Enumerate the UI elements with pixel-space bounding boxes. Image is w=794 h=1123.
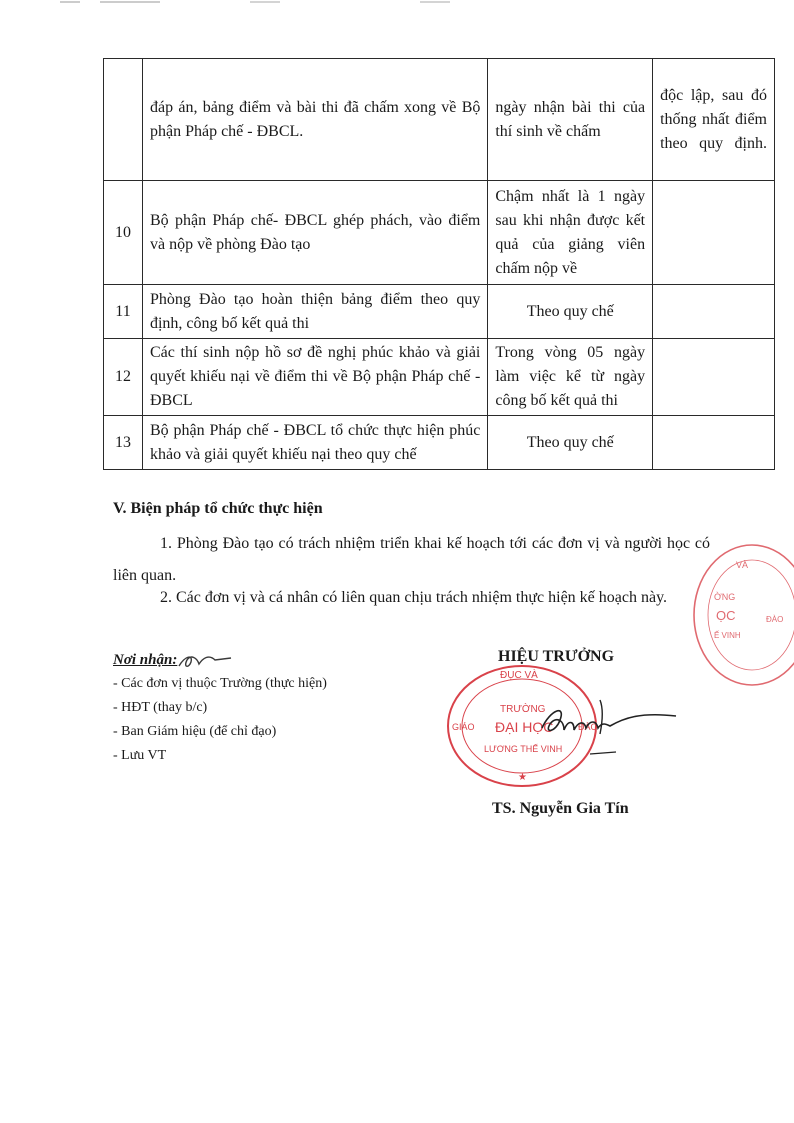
paragraph-2: 2. Các đơn vị và cá nhân có liên quan chịu trách nhiệm thực hiện kế hoạch này. — [160, 589, 668, 606]
row-time: Chậm nhất là 1 ngày sau khi nhận được kết quả của giảng viên chấm nộp về — [488, 181, 653, 285]
row-number: 10 — [104, 181, 143, 285]
row-time: Trong vòng 05 ngày làm việc kể từ ngày công bố kết quả thi — [488, 339, 653, 416]
seal-left-text: GIÁO — [452, 722, 475, 732]
row-content: Các thí sinh nộp hồ sơ đề nghị phúc khảo và giải quyết khiếu nại về điểm thi về Bộ phận Pháp chế - ĐBCL — [142, 339, 487, 416]
table-row — [104, 285, 775, 339]
seal-line-3: LƯƠNG THẾ VINH — [484, 744, 563, 754]
seal-star: ★ — [518, 772, 527, 783]
seal-right-text: ĐÀO — [578, 722, 598, 732]
row-note — [653, 285, 775, 339]
recipient-item: - Lưu VT — [113, 748, 167, 763]
row-note — [653, 181, 775, 285]
row-number: 12 — [104, 339, 143, 416]
paragraph-1: 1. Phòng Đào tạo có trách nhiệm triển khai kế hoạch tới các đơn vị và người học có liên quan. — [113, 535, 710, 584]
row-number: 11 — [104, 285, 143, 339]
plan-table — [103, 58, 775, 470]
row-number: 13 — [104, 416, 143, 470]
row-content: Bộ phận Pháp chế - ĐBCL tổ chức thực hiện phúc khảo và giải quyết khiếu nại theo quy chế — [142, 416, 487, 470]
row-note — [653, 416, 775, 470]
partial-seal-right: ĐÀO — [766, 615, 784, 624]
row-time: ngày nhận bài thi của thí sinh về chấm — [488, 59, 653, 181]
partial-seal — [690, 540, 794, 690]
principal-signature — [520, 690, 680, 760]
row-content: Phòng Đào tạo hoàn thiện bảng điểm theo quy định, công bố kết quả thi — [142, 285, 487, 339]
top-edge-marks — [0, 0, 794, 4]
row-content: đáp án, bảng điểm và bài thi đã chấm xong về Bộ phận Pháp chế - ĐBCL. — [142, 59, 487, 181]
table-row — [104, 416, 775, 470]
signer-name: TS. Nguyễn Gia Tín — [492, 800, 629, 817]
row-number — [104, 59, 143, 181]
recipient-item: - Các đơn vị thuộc Trường (thực hiện) — [113, 676, 327, 691]
row-content: Bộ phận Pháp chế- ĐBCL ghép phách, vào điểm và nộp về phòng Đào tạo — [142, 181, 487, 285]
partial-seal-arc: VÀ — [736, 560, 749, 570]
row-note — [653, 339, 775, 416]
seal-line-1: TRƯỜNG — [500, 704, 546, 715]
seal-line-2: ĐẠI HỌC — [495, 719, 554, 735]
partial-seal-line-1: ỜNG — [714, 592, 736, 602]
table-row — [104, 339, 775, 416]
recipient-item: - HĐT (thay b/c) — [113, 700, 208, 715]
recipients-label: Nơi nhận: — [113, 652, 178, 668]
row-time: Theo quy chế — [488, 416, 653, 470]
partial-seal-line-3: Ế VINH — [714, 631, 741, 640]
seal-outer-text: ĐỤC VÀ — [500, 670, 538, 681]
table-row — [104, 181, 775, 285]
partial-seal-line-2: ỌC — [716, 608, 736, 623]
row-note: độc lập, sau đó thống nhất điểm theo quy định. — [653, 59, 775, 181]
signature-title: HIỆU TRƯỞNG — [498, 648, 615, 665]
recipient-item: - Ban Giám hiệu (để chỉ đạo) — [113, 724, 277, 739]
initial-signature — [175, 650, 235, 672]
table-row — [104, 59, 775, 181]
row-time: Theo quy chế — [488, 285, 653, 339]
section-title: V. Biện pháp tổ chức thực hiện — [113, 500, 323, 517]
